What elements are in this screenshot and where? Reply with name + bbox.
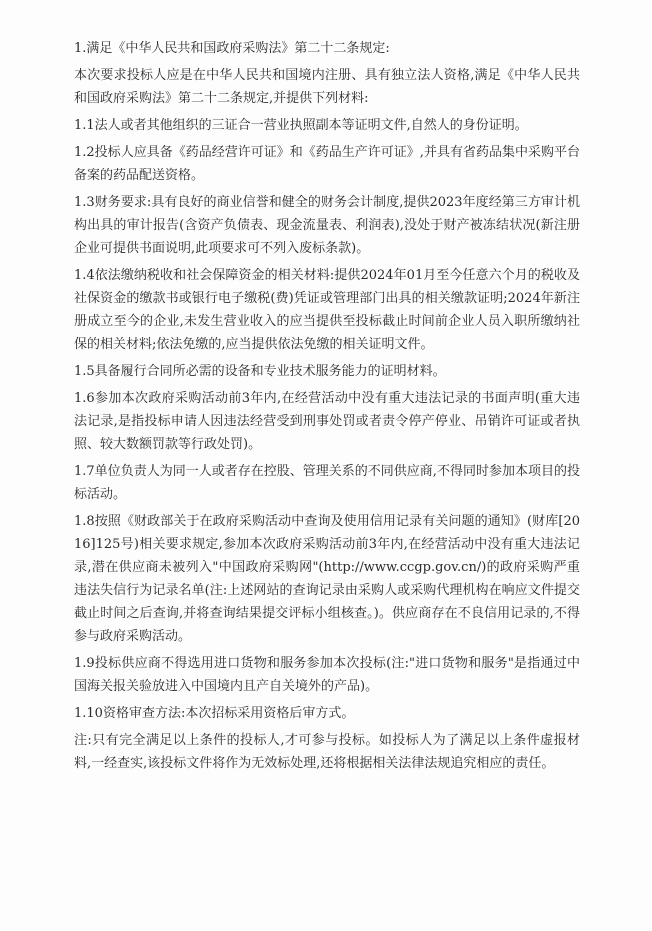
intro-paragraph: 本次要求投标人应是在中华人民共和国境内注册、具有独立法人资格,满足《中华人民共和国政府采购法》第二十二条规定,并提供下列材料: [74, 68, 580, 106]
requirement-1-2: 1.2投标人应具备《药品经营许可证》和《药品生产许可证》,并具有省药品集中采购平台备案的药品配送资格。 [74, 145, 580, 183]
qualification-requirements [74, 37, 580, 779]
requirement-1-1: 1.1法人或者其他组织的三证合一营业执照副本等证明文件,自然人的身份证明。 [74, 118, 528, 133]
requirement-1-8: 1.8按照《财政部关于在政府采购活动中查询及使用信用记录有关问题的通知》(财库[2016]125号)相关要求规定,参加本次政府采购活动前3年内,在经营活动中没有重大违法记录,潜在供应商未被列入"中国政府采购网"(http://www.ccgp.gov.cn/)的政府采购严重违法失信行为记录名单(注:上述网站的查询记录由采购人或采购代理机构在响应文件提交截止时间之后查询,并将查询结果提交评标小组核查。)。供应商存在不良信用记录的,不得参与政府采购活动。 [74, 514, 580, 644]
requirement-1-3: 1.3财务要求:具有良好的商业信誉和健全的财务会计制度,提供2023年度经第三方审计机构出具的审计报告(含资产负债表、现金流量表、利润表),没处于财产被冻结状况(新注册企业可提供书面说明,此项要求可不列入废标条款)。 [74, 195, 580, 256]
note-paragraph: 注:只有完全满足以上条件的投标人,才可参与投标。如投标人为了满足以上条件虚报材料,一经查实,该投标文件将作为无效标处理,还将根据相关法律法规追究相应的责任。 [74, 733, 580, 771]
requirement-1-4: 1.4依法缴纳税收和社会保障资金的相关材料:提供2024年01月至今任意六个月的税收及社保资金的缴款书或银行电子缴税(费)凭证或管理部门出具的相关缴款证明;2024年新注册成立至今的企业,未发生营业收入的应当提供至投标截止时间前企业人员入职所缴纳社保的相关材料;依法免缴的,应当提供依法免缴的相关证明文件。 [74, 268, 580, 352]
requirement-1-5: 1.5具备履行合同所必需的设备和专业技术服务能力的证明材料。 [74, 364, 446, 379]
requirement-1-9: 1.9投标供应商不得选用进口货物和服务参加本次投标(注:"进口货物和服务"是指通过中国海关报关验放进入中国境内且产自关境外的产品)。 [74, 656, 580, 694]
requirement-1-7: 1.7单位负责人为同一人或者存在控股、管理关系的不同供应商,不得同时参加本项目的投标活动。 [74, 464, 580, 502]
requirement-1-10: 1.10资格审查方法:本次招标采用资格后审方式。 [74, 706, 355, 721]
requirement-1-6: 1.6参加本次政府采购活动前3年内,在经营活动中没有重大违法记录的书面声明(重大违法记录,是指投标申请人因违法经营受到刑事处罚或者责令停产停业、吊销许可证或者执照、较大数额罚款等行政处罚)。 [74, 391, 580, 452]
section-heading: 1.满足《中华人民共和国政府采购法》第二十二条规定: [74, 41, 390, 56]
